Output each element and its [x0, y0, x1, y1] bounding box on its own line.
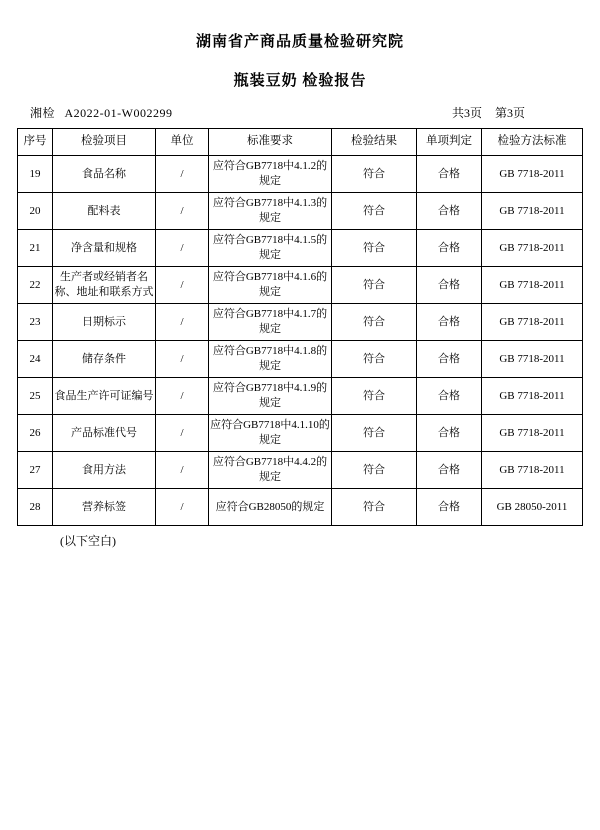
cell-judgement: 合格 [417, 230, 482, 267]
page-current: 第3页 [494, 106, 525, 120]
report-number [30, 104, 173, 121]
cell-judgement: 合格 [417, 193, 482, 230]
table-header-row [18, 129, 583, 156]
cell-standard: 应符合GB7718中4.1.6的规定 [209, 267, 332, 304]
cell-item: 食用方法 [53, 452, 156, 489]
cell-unit: / [156, 267, 209, 304]
cell-no: 19 [18, 156, 53, 193]
cell-item: 食品生产许可证编号 [53, 378, 156, 415]
column-header-judgement: 单项判定 [417, 129, 482, 156]
cell-result: 符合 [332, 489, 417, 526]
report-title: 瓶装豆奶 检验报告 [233, 73, 367, 89]
cell-method: GB 7718-2011 [482, 267, 583, 304]
cell-result: 符合 [332, 415, 417, 452]
cell-judgement: 合格 [417, 378, 482, 415]
cell-method: GB 7718-2011 [482, 378, 583, 415]
cell-judgement: 合格 [417, 452, 482, 489]
column-header-no: 序号 [18, 129, 53, 156]
cell-method: GB 28050-2011 [482, 489, 583, 526]
cell-item: 净含量和规格 [53, 230, 156, 267]
column-header-result: 检验结果 [332, 129, 417, 156]
cell-judgement: 合格 [417, 415, 482, 452]
cell-result: 符合 [332, 304, 417, 341]
page-total: 共3页 [451, 106, 482, 120]
column-header-method: 检验方法标准 [482, 129, 583, 156]
cell-method: GB 7718-2011 [482, 452, 583, 489]
blank-footnote: (以下空白) [60, 534, 116, 548]
table-row [18, 452, 583, 489]
table-row [18, 193, 583, 230]
cell-result: 符合 [332, 341, 417, 378]
column-header-unit: 单位 [156, 129, 209, 156]
report-number-value: A2022-01-W002299 [64, 106, 173, 120]
cell-no: 20 [18, 193, 53, 230]
cell-result: 符合 [332, 267, 417, 304]
cell-method: GB 7718-2011 [482, 304, 583, 341]
cell-judgement: 合格 [417, 304, 482, 341]
cell-judgement: 合格 [417, 489, 482, 526]
cell-item: 配料表 [53, 193, 156, 230]
cell-standard: 应符合GB28050的规定 [209, 489, 332, 526]
cell-no: 25 [18, 378, 53, 415]
cell-result: 符合 [332, 193, 417, 230]
cell-standard: 应符合GB7718中4.1.3的规定 [209, 193, 332, 230]
cell-item: 营养标签 [53, 489, 156, 526]
cell-no: 22 [18, 267, 53, 304]
cell-standard: 应符合GB7718中4.1.8的规定 [209, 341, 332, 378]
cell-no: 27 [18, 452, 53, 489]
cell-unit: / [156, 193, 209, 230]
cell-unit: / [156, 304, 209, 341]
cell-no: 23 [18, 304, 53, 341]
cell-no: 28 [18, 489, 53, 526]
column-header-standard: 标准要求 [209, 129, 332, 156]
table-row [18, 156, 583, 193]
cell-standard: 应符合GB7718中4.1.2的规定 [209, 156, 332, 193]
cell-item: 生产者或经销者名称、地址和联系方式 [53, 267, 156, 304]
cell-method: GB 7718-2011 [482, 341, 583, 378]
table-row [18, 489, 583, 526]
cell-method: GB 7718-2011 [482, 193, 583, 230]
inspection-table [17, 128, 583, 526]
cell-item: 食品名称 [53, 156, 156, 193]
cell-item: 产品标准代号 [53, 415, 156, 452]
cell-item: 日期标示 [53, 304, 156, 341]
table-row [18, 230, 583, 267]
table-row [18, 341, 583, 378]
cell-standard: 应符合GB7718中4.1.5的规定 [209, 230, 332, 267]
report-meta-row [0, 104, 600, 122]
cell-standard: 应符合GB7718中4.4.2的规定 [209, 452, 332, 489]
cell-unit: / [156, 378, 209, 415]
cell-item: 储存条件 [53, 341, 156, 378]
column-header-item: 检验项目 [53, 129, 156, 156]
report-number-label: 湘检 [30, 106, 56, 120]
cell-result: 符合 [332, 156, 417, 193]
table-row [18, 304, 583, 341]
cell-unit: / [156, 489, 209, 526]
cell-standard: 应符合GB7718中4.1.7的规定 [209, 304, 332, 341]
cell-unit: / [156, 452, 209, 489]
cell-method: GB 7718-2011 [482, 156, 583, 193]
cell-no: 21 [18, 230, 53, 267]
organization-title: 湖南省产商品质量检验研究院 [195, 34, 404, 50]
cell-judgement: 合格 [417, 267, 482, 304]
cell-result: 符合 [332, 378, 417, 415]
table-row [18, 415, 583, 452]
table-row [18, 267, 583, 304]
cell-unit: / [156, 230, 209, 267]
cell-no: 24 [18, 341, 53, 378]
cell-standard: 应符合GB7718中4.1.9的规定 [209, 378, 332, 415]
cell-no: 26 [18, 415, 53, 452]
cell-unit: / [156, 156, 209, 193]
table-row [18, 378, 583, 415]
cell-method: GB 7718-2011 [482, 230, 583, 267]
cell-result: 符合 [332, 230, 417, 267]
table-header [18, 129, 583, 156]
cell-judgement: 合格 [417, 156, 482, 193]
cell-standard: 应符合GB7718中4.1.10的规定 [209, 415, 332, 452]
cell-unit: / [156, 341, 209, 378]
cell-method: GB 7718-2011 [482, 415, 583, 452]
cell-judgement: 合格 [417, 341, 482, 378]
page-indicator [442, 104, 525, 121]
report-page [0, 30, 600, 830]
cell-unit: / [156, 415, 209, 452]
table-body [18, 156, 583, 526]
cell-result: 符合 [332, 452, 417, 489]
